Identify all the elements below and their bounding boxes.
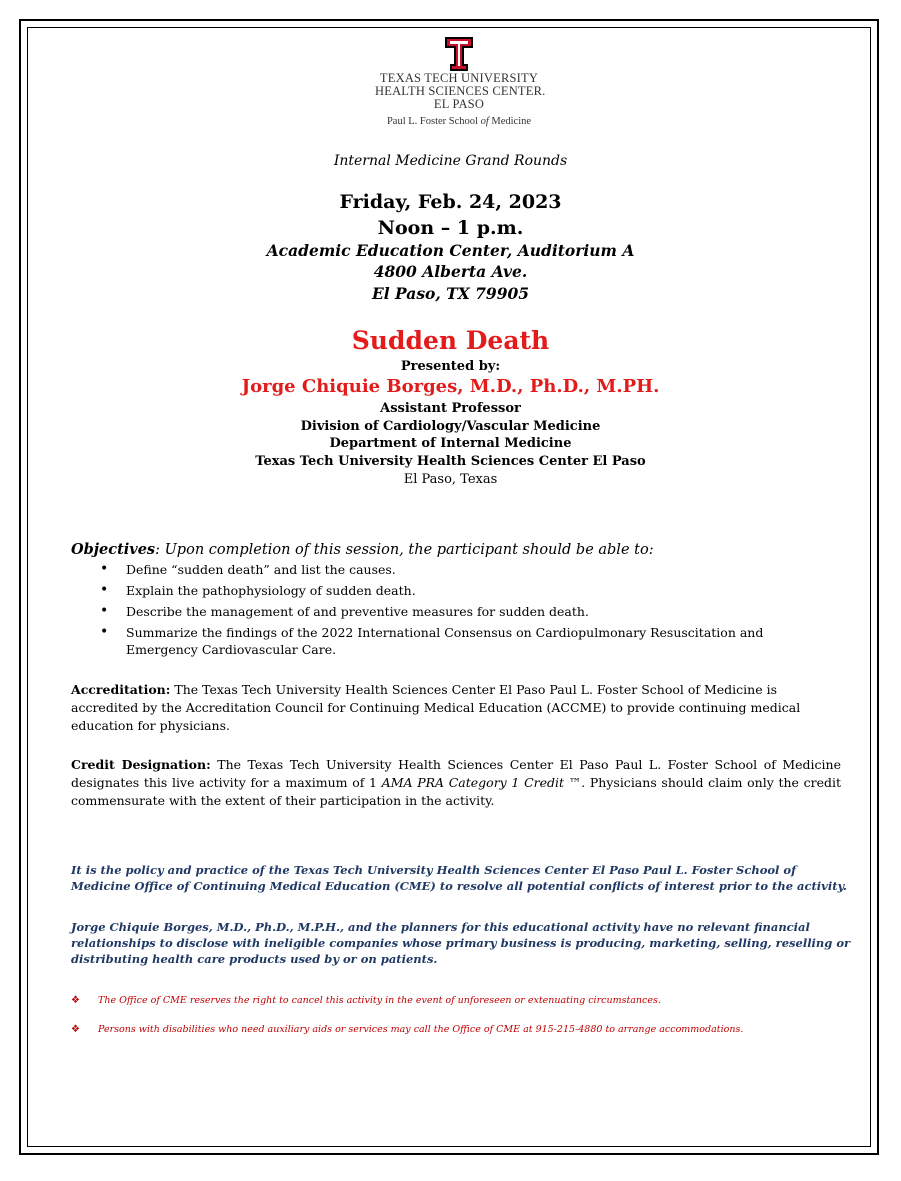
speaker-affiliation: El Paso, Texas <box>403 472 498 487</box>
objectives-heading: Objectives: Upon completion of this session, the participant should be able to: <box>71 541 654 558</box>
presented-by-label: Presented by: <box>400 359 501 374</box>
list-item: • Define “sudden death” and list the causes. <box>100 561 396 577</box>
diamond-bullet-icon: ❖ <box>71 995 80 1006</box>
bullet-icon: • <box>100 561 109 577</box>
speaker-name: Jorge Chiquie Borges, M.D., Ph.D., M.PH. <box>241 376 660 397</box>
logo-line-university: TEXAS TECH UNIVERSITY <box>379 71 539 85</box>
bullet-icon: • <box>100 582 109 598</box>
diamond-bullet-icon: ❖ <box>71 1024 80 1035</box>
speaker-affiliation: Assistant Professor <box>380 401 521 416</box>
coi-policy-statement: It is the policy and practice of the Texas Tech University Health Sciences Center El Paso Paul L. Foster School of Medicine Office of Continuing Medical Education (CME) to resolve all potential conflicts of interest prior to the activity. <box>71 863 847 893</box>
objectives-list <box>100 561 820 662</box>
event-location-city: El Paso, TX 79905 <box>371 284 530 303</box>
speaker-affiliation: Division of Cardiology/Vascular Medicine <box>300 419 601 434</box>
event-location-venue: Academic Education Center, Auditorium A <box>266 241 635 260</box>
double-t-logo-icon <box>444 36 474 72</box>
logo-line-el-paso: EL PASO <box>433 97 485 111</box>
disclosure-statement: Jorge Chiquie Borges, M.D., Ph.D., M.P.H., and the planners for this educational activity have no relevant financial relationships to disclose with ineligible companies whose primary business is producing, marketing, selling, reselling or distributing health care products used by or on patients. <box>71 920 851 966</box>
event-date: Friday, Feb. 24, 2023 <box>339 191 562 213</box>
series-title: Internal Medicine Grand Rounds <box>333 153 568 169</box>
speaker-affiliation: Department of Internal Medicine <box>329 436 572 451</box>
event-location-street: 4800 Alberta Ave. <box>373 262 528 281</box>
logo-line-school: Paul L. Foster School of Medicine <box>386 116 532 127</box>
list-item: • Describe the management of and preventive measures for sudden death. <box>100 603 589 619</box>
credit-designation-statement: Credit Designation: The Texas Tech University Health Sciences Center El Paso Paul L. Foster School of Medicine designates this live activity for a maximum of 1 AMA PRA Category 1 Credit ™. Physicians should claim only the credit commensurate with the extent of their participation in the activity. <box>71 757 841 808</box>
event-time: Noon – 1 p.m. <box>377 217 524 239</box>
logo-line-hsc: HEALTH SCIENCES CENTER. <box>375 84 546 98</box>
cancellation-note: ❖ The Office of CME reserves the right to cancel this activity in the event of unforeseen or extenuating circumstances. <box>71 995 661 1006</box>
accommodations-note: ❖ Persons with disabilities who need auxiliary aids or services may call the Office of CME at 915-215-4880 to arrange accommodations. <box>71 1024 744 1035</box>
accreditation-statement: Accreditation: The Texas Tech University Health Sciences Center El Paso Paul L. Foster School of Medicine is accredited by the Accreditation Council for Continuing Medical Education (ACCME) to provide continuing medical education for physicians. <box>71 682 801 733</box>
bullet-icon: • <box>100 624 109 640</box>
ttuhsc-logo <box>375 36 546 134</box>
list-item: • Summarize the findings of the 2022 International Consensus on Cardiopulmonary Resuscitation and Emergency Cardiovascular Care. <box>100 624 764 657</box>
bullet-icon: • <box>100 603 109 619</box>
speaker-affiliation: Texas Tech University Health Sciences Center El Paso <box>255 454 646 469</box>
talk-title: Sudden Death <box>351 326 550 355</box>
list-item: • Explain the pathophysiology of sudden death. <box>100 582 416 598</box>
